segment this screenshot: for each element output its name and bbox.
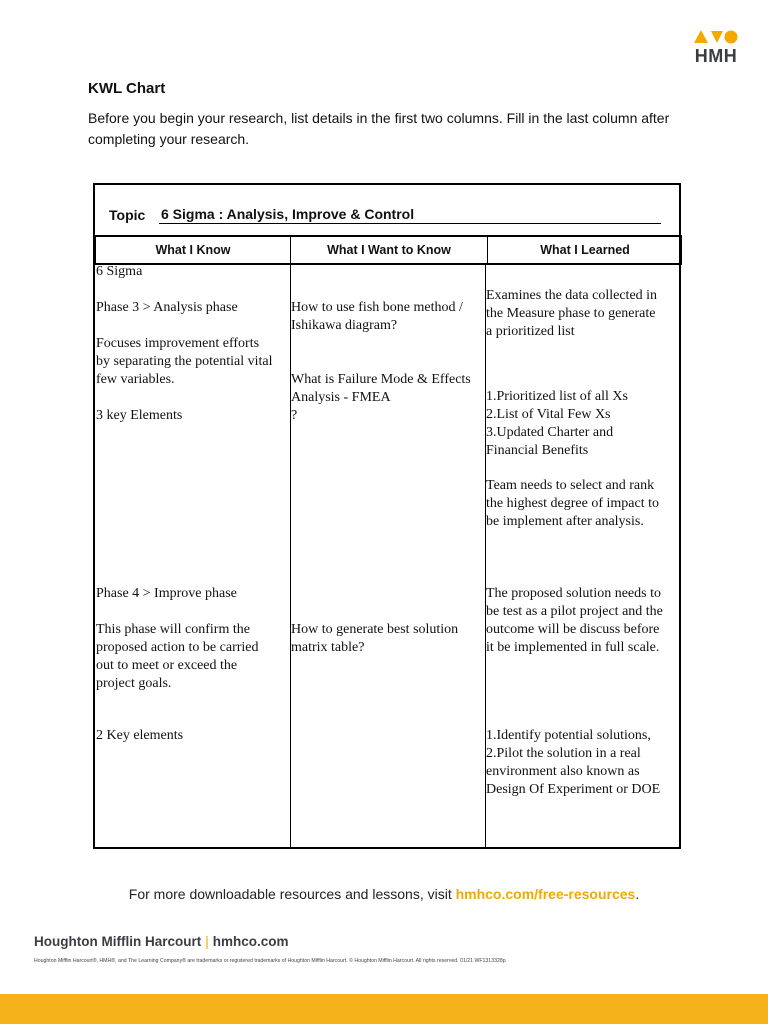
- table-header-row: [94, 235, 682, 265]
- free-resources-link[interactable]: hmhco.com/free-resources: [455, 886, 636, 902]
- brand-site-link[interactable]: hmhco.com: [212, 934, 289, 949]
- hmh-logo: [692, 28, 740, 68]
- column-header-know: What I Know: [96, 237, 291, 263]
- page-title: KWL Chart: [88, 80, 166, 97]
- text-line: Team needs to select and rank: [486, 478, 655, 493]
- text-line: What is Failure Mode & Effects: [291, 372, 471, 387]
- text-line: 2 Key elements: [96, 728, 184, 743]
- brand-line: [34, 934, 289, 949]
- column-header-learned: What I Learned: [540, 243, 630, 257]
- column-header-want: What I Want to Know: [291, 237, 488, 263]
- text-line: 3 key Elements: [96, 408, 183, 423]
- text-line: matrix table?: [291, 640, 365, 655]
- cell-what-i-want-to-know[interactable]: [291, 263, 485, 847]
- intro-text: Before you begin your research, list details in the first two columns. Fill in the last column after completing your research.: [88, 110, 670, 147]
- text-line: be test as a pilot project and the: [486, 604, 663, 619]
- hmh-logo-text: HMH: [694, 46, 738, 66]
- text-line: How to generate best solution: [291, 622, 459, 637]
- text-line: This phase will confirm the: [96, 622, 250, 637]
- text-line: few variables.: [96, 372, 175, 387]
- footer-color-band: [0, 994, 768, 1024]
- text-line: a prioritized list: [486, 324, 575, 339]
- table-body-row: [95, 263, 679, 847]
- text-line: 3.Updated Charter and: [486, 425, 614, 440]
- topic-field[interactable]: 6 Sigma : Analysis, Improve & Control: [159, 206, 661, 224]
- text-line: proposed action to be carried: [96, 640, 259, 655]
- text-line: 2.List of Vital Few Xs: [486, 407, 611, 422]
- text-line: Focuses improvement efforts: [96, 336, 260, 351]
- text-line: it be implemented in full scale.: [486, 640, 660, 655]
- text-line: Design Of Experiment or DOE: [486, 782, 661, 797]
- topic-row: [95, 185, 679, 235]
- text-line: 2.Pilot the solution in a real: [486, 746, 641, 761]
- text-line: Phase 4 > Improve phase: [96, 586, 237, 601]
- topic-label: Topic: [109, 207, 146, 223]
- text-line: the highest degree of impact to: [486, 496, 659, 511]
- text-line: 1.Prioritized list of all Xs: [486, 389, 628, 404]
- text-line: Phase 3 > Analysis phase: [96, 300, 238, 315]
- text-line: ?: [291, 408, 298, 423]
- footer-cta-text: For more downloadable resources and lessons, visit: [128, 886, 456, 902]
- brand-name: Houghton Mifflin Harcourt: [34, 934, 202, 949]
- footer-resources-text: [0, 886, 768, 902]
- text-line: Financial Benefits: [486, 443, 589, 458]
- text-line: environment also known as: [486, 764, 640, 779]
- text-line: outcome will be discuss before: [486, 622, 660, 637]
- brand-separator: |: [205, 934, 209, 949]
- text-line: project goals.: [96, 676, 172, 691]
- text-line: 1.Identify potential solutions,: [486, 728, 651, 743]
- text-line: The proposed solution needs to: [486, 586, 661, 601]
- footer-cta-end: .: [635, 886, 640, 902]
- cell-what-i-know[interactable]: [96, 263, 288, 847]
- hmh-logo-shapes-icon: [692, 28, 740, 44]
- text-line: 6 Sigma: [96, 264, 143, 279]
- text-line: Ishikawa diagram?: [291, 318, 398, 333]
- text-line: by separating the potential vital: [96, 354, 273, 369]
- text-line: Examines the data collected in: [486, 288, 658, 303]
- kwl-table: [93, 183, 681, 849]
- text-line: the Measure phase to generate: [486, 306, 656, 321]
- text-line: How to use fish bone method /: [291, 300, 463, 315]
- text-line: be implement after analysis.: [486, 514, 644, 529]
- cell-what-i-learned[interactable]: [486, 263, 678, 847]
- text-line: out to meet or exceed the: [96, 658, 238, 673]
- text-line: Analysis - FMEA: [291, 390, 391, 405]
- legal-notice: Houghton Mifflin Harcourt®, HMH®, and The Learning Company® are trademarks or registered trademarks of Houghton Mifflin Harcourt. © Houghton Mifflin Harcourt. All rights reserved. 01/21 WF1313328p: [34, 958, 506, 964]
